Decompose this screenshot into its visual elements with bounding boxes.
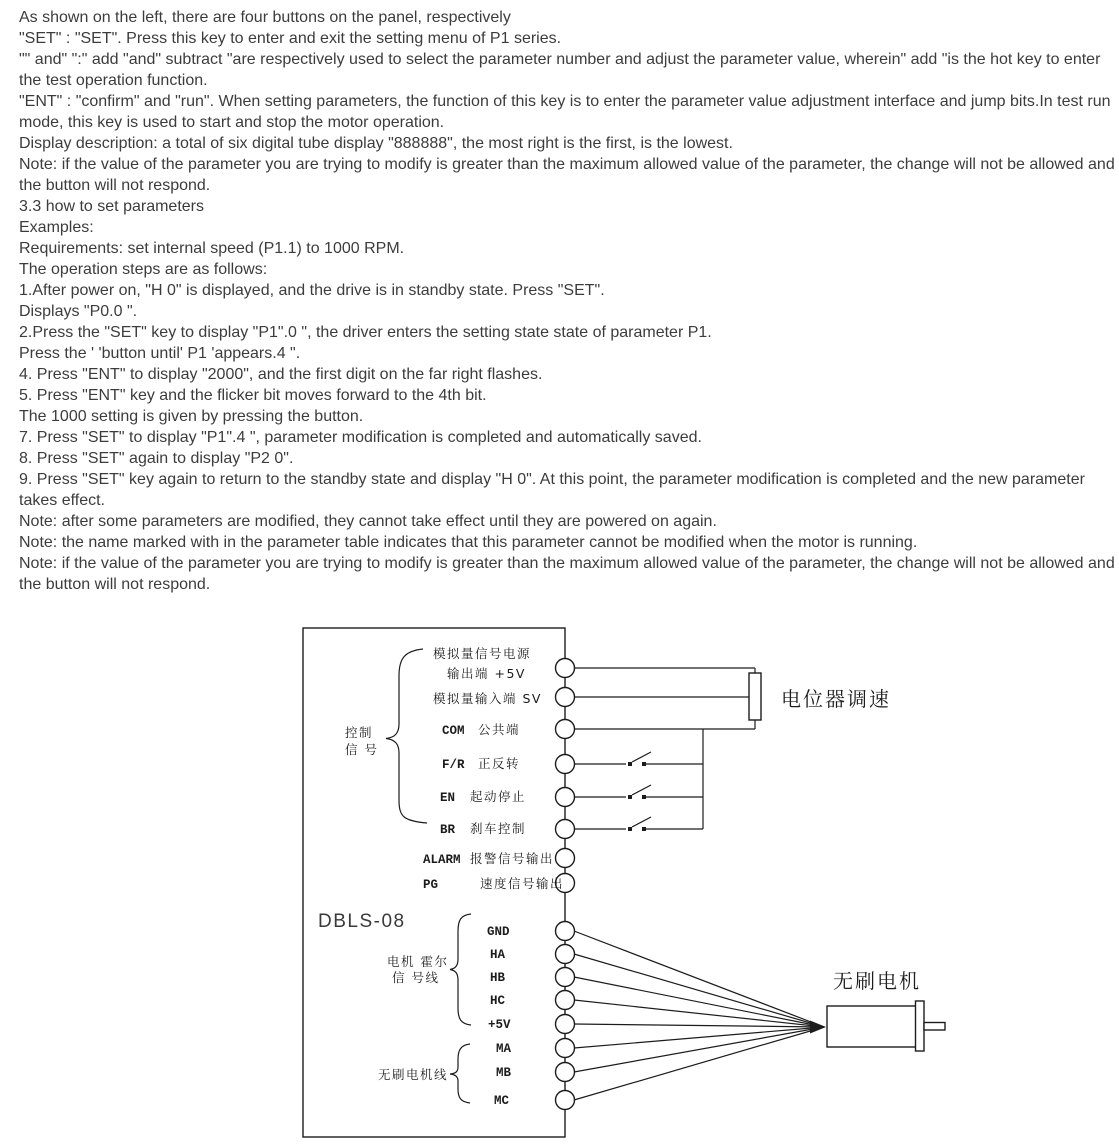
motor-wire-gnd [574, 931, 824, 1027]
paragraph: Note: after some parameters are modified, they cannot take effect until they are powered on again. [19, 513, 717, 530]
motor-wire-ha [574, 954, 824, 1027]
terminal-label-analog-input: 模拟量输入端 SV [433, 691, 542, 706]
wiring-diagram [0, 600, 1119, 1145]
wire-bundle-arrow [810, 1021, 826, 1034]
terminal-analog-input [556, 688, 575, 707]
hall-signal-label-line1: 电机 霍尔 [387, 954, 449, 969]
terminal-label-en: EN [440, 791, 456, 805]
terminal-label-mc: MC [494, 1094, 510, 1108]
terminal-label-fr: F/R [442, 758, 465, 772]
terminal-label-br: BR [440, 823, 456, 837]
paragraph: 4. Press "ENT" to display "2000", and the first digit on the far right flashes. [19, 366, 543, 383]
paragraph: 8. Press "SET" again to display "P2 0". [19, 450, 294, 467]
control-signal-label-line1: 控制 [345, 725, 374, 740]
terminal-hb [556, 968, 575, 987]
terminal-label-ha: HA [490, 948, 506, 962]
switch-contact [628, 827, 632, 831]
paragraph: 9. Press "SET" key again to return to the standby state and display "H 0". At this point, the parameter modification is completed and the new parameter takes effect. [19, 471, 1085, 509]
terminal-analog-power [556, 659, 575, 678]
terminal-mc [556, 1091, 575, 1110]
terminal-label-alarm: ALARM [423, 853, 461, 867]
motor-shaft [924, 1023, 945, 1031]
switch-lever-br [632, 817, 651, 827]
terminal-label-en-cn: 起动停止 [470, 789, 527, 804]
switch-contact [642, 795, 646, 799]
terminal-5v [556, 1015, 575, 1034]
motor-wire-brace [450, 1044, 470, 1103]
terminal-label-alarm-cn: 报警信号输出 [470, 851, 555, 866]
terminal-label-analog-power-line1: 模拟量信号电源 [433, 646, 532, 661]
paragraph: 5. Press "ENT" key and the flicker bit moves forward to the 4th bit. [19, 387, 487, 404]
potentiometer-symbol [749, 673, 761, 720]
control-signal-label-line2: 信 号 [345, 742, 379, 757]
motor-body [827, 1006, 916, 1047]
switch-contact [628, 795, 632, 799]
motor-wire-group-label: 无刷电机线 [378, 1067, 449, 1082]
hall-signal-label-line2: 信 号线 [392, 970, 440, 985]
terminal-en [556, 788, 575, 807]
terminal-br [556, 820, 575, 839]
section-heading: 3.3 how to set parameters [19, 198, 204, 215]
terminal-label-fr-cn: 正反转 [478, 756, 521, 771]
terminal-label-gnd: GND [487, 925, 510, 939]
terminal-alarm [556, 849, 575, 868]
paragraph: The 1000 setting is given by pressing the button. [19, 408, 364, 425]
paragraph: "" and" ":" add "and" subtract "are respectively used to select the parameter number and adjust the parameter value, wherein" add "is the hot key to enter the test operation function. [19, 51, 1101, 89]
paragraph: Note: the name marked with in the parameter table indicates that this parameter cannot be modified when the motor is running. [19, 534, 918, 551]
terminal-label-5v: +5V [488, 1018, 511, 1032]
model-label: DBLS-08 [318, 911, 406, 932]
control-signal-brace [386, 649, 427, 823]
paragraph: "SET" : "SET". Press this key to enter and exit the setting menu of P1 series. [19, 30, 562, 47]
hall-signal-brace [450, 914, 471, 1025]
terminal-label-pg-cn: 速度信号输出 [480, 876, 565, 891]
paragraph: Display description: a total of six digital tube display "888888", the most right is the first, is the lowest. [19, 135, 733, 152]
switch-contact [642, 762, 646, 766]
terminal-label-br-cn: 刹车控制 [470, 821, 527, 836]
motor-wire-hc [574, 1000, 824, 1027]
paragraph: "ENT" : "confirm" and "run". When setting parameters, the function of this key is to enter the parameter value adjustment interface and jump bits.In test run mode, this key is used to start and stop the motor operation. [19, 93, 1111, 131]
paragraph: Examples: [19, 219, 94, 236]
paragraph: Displays "P0.0 ". [19, 303, 138, 320]
switch-lever-en [632, 785, 651, 795]
switch-contact [642, 827, 646, 831]
motor-wire-5v [574, 1024, 824, 1027]
terminal-label-com-cn: 公共端 [478, 722, 521, 737]
motor-label: 无刷电机 [833, 969, 921, 993]
terminal-com [556, 720, 575, 739]
terminal-label-ma: MA [496, 1042, 512, 1056]
motor-wire-hb [574, 977, 824, 1027]
terminal-ma [556, 1039, 575, 1058]
terminal-ha [556, 945, 575, 964]
terminal-fr [556, 755, 575, 774]
paragraph: Note: if the value of the parameter you are trying to modify is greater than the maximum allowed value of the parameter, the change will not be allowed and the button will not respond. [19, 156, 1115, 194]
paragraph: Press the ' 'button until' P1 'appears.4 ". [19, 345, 301, 362]
paragraph: Note: if the value of the parameter you are trying to modify is greater than the maximum allowed value of the parameter, the change will not be allowed and the button will not respond. [19, 555, 1115, 593]
potentiometer-label: 电位器调速 [781, 687, 891, 711]
terminal-label-com: COM [442, 724, 465, 738]
paragraph: The operation steps are as follows: [19, 261, 268, 278]
terminal-mb [556, 1063, 575, 1082]
terminal-label-hc: HC [490, 994, 506, 1008]
motor-wire-mb [574, 1027, 824, 1072]
terminal-label-mb: MB [496, 1066, 512, 1080]
paragraph: 1.After power on, "H 0" is displayed, and the drive is in standby state. Press "SET". [19, 282, 605, 299]
instructions-text [19, 7, 1119, 595]
switch-contact [628, 762, 632, 766]
paragraph: 2.Press the "SET" key to display "P1".0 ", the driver enters the setting state state of parameter P1. [19, 324, 712, 341]
paragraph: Requirements: set internal speed (P1.1) to 1000 RPM. [19, 240, 405, 257]
terminal-gnd [556, 922, 575, 941]
paragraph: As shown on the left, there are four buttons on the panel, respectively [19, 9, 511, 26]
paragraph: 7. Press "SET" to display "P1".4 ", parameter modification is completed and automatically saved. [19, 429, 702, 446]
terminal-label-hb: HB [490, 971, 506, 985]
switch-lever-fr [632, 752, 651, 762]
motor-flange [916, 1001, 925, 1051]
terminal-label-analog-power-line2: 输出端 +5V [447, 666, 526, 681]
terminal-hc [556, 991, 575, 1010]
terminal-label-pg: PG [423, 878, 439, 892]
